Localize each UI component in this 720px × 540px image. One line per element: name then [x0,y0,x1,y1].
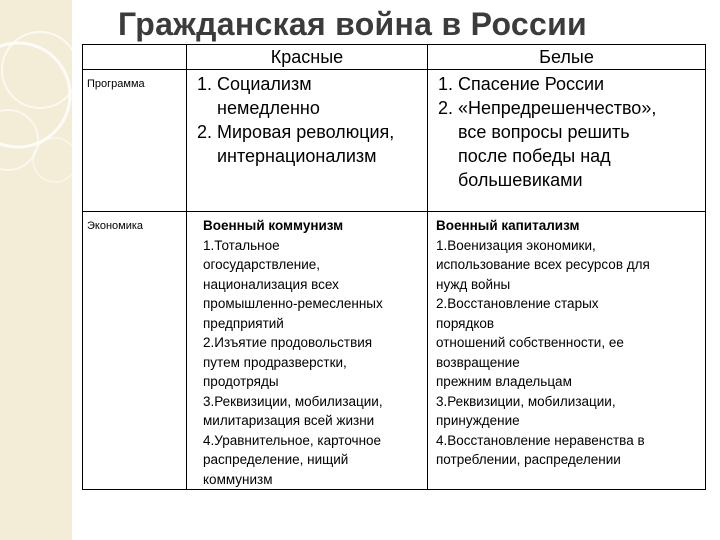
economy-white-line: 2.Восстановление старых [436,296,599,311]
economy-red-line: промышленно-ремесленных [203,296,383,311]
economy-row [83,212,706,490]
economy-red-line: путем продразверстки, [203,354,347,370]
program-row [83,70,706,212]
economy-red-line: огосударствление, [203,257,321,272]
economy-red-line: продотряды [203,374,279,389]
economy-label: Экономика [83,212,187,490]
program-red-item-2: 2. Мировая революция, интернационализм [197,122,395,166]
program-white-item-2: 2. «Непредрешенчество», все вопросы решить после победы над большевиками [438,98,657,190]
program-red-cell [187,70,428,212]
economy-red-line: национализация всех [203,276,339,292]
economy-red-line: предприятий [203,315,284,331]
economy-white-line: 4.Восстановление неравенства в [436,432,645,448]
economy-white-line: 1.Военизация экономики, [436,237,596,253]
economy-red-line: 3.Реквизиции, мобилизации, [203,393,383,409]
economy-red-line: 4.Уравнительное, карточное [203,432,382,448]
economy-white-line: принуждение [436,413,520,428]
header-row [83,45,706,70]
program-white-item-1: 1. Спасение России [438,74,605,94]
economy-white-line: использование всех ресурсов для [436,257,650,272]
program-red-item-1: 1. Социализм немедленно [197,74,320,118]
decorative-sidebar [0,0,72,540]
economy-red-line: милитаризация всей жизни [203,413,375,428]
economy-red-line: распределение, нищий [203,452,349,467]
decorative-circles [0,0,72,540]
program-white-cell [428,70,706,212]
economy-red-line: 2.Изъятие продовольствия [203,335,373,350]
program-label: Программа [83,70,187,212]
economy-white-cell [428,212,706,490]
header-white: Белые [428,45,706,70]
economy-red-line: 1.Тотальное [203,237,280,253]
war-capitalism-heading: Военный капитализм [436,218,580,233]
header-red: Красные [187,45,428,70]
economy-white-line: потреблении, распределении [436,452,621,467]
economy-red-line: коммунизм [203,471,273,487]
economy-white-line: 3.Реквизиции, мобилизации, [436,393,616,409]
economy-white-line: нужд войны [436,276,511,292]
economy-white-line: прежним владельцам [436,374,572,389]
slide-title: Гражданская война в России [118,6,588,42]
economy-white-line: возвращение [436,354,520,370]
economy-white-line: порядков [436,315,495,331]
war-communism-heading: Военный коммунизм [203,218,344,233]
economy-red-cell [187,212,428,490]
header-blank [83,45,187,70]
economy-white-line: отношений собственности, ее [436,335,624,350]
comparison-table [82,44,706,490]
